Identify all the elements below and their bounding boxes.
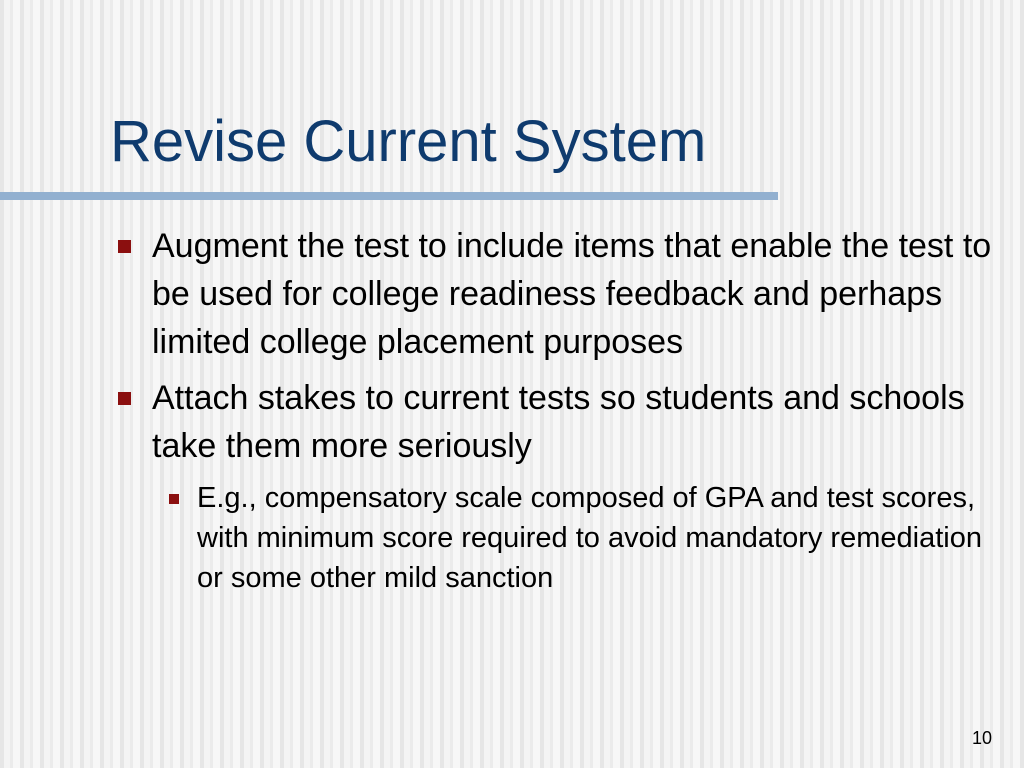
- slide-title: Revise Current System: [110, 109, 707, 174]
- bullet-item: [112, 374, 992, 598]
- sub-bullet-item: [152, 478, 992, 598]
- bullet-list: [112, 222, 992, 598]
- title-underline: [0, 192, 778, 200]
- bullet-item: [112, 222, 992, 366]
- bullet-text: Attach stakes to current tests so students and schools take them more seriously: [152, 379, 965, 465]
- bullet-text: Augment the test to include items that enable the test to be used for college readiness feedback and perhaps limited college placement purposes: [152, 227, 992, 361]
- sub-bullet-list: [152, 478, 992, 598]
- square-bullet-icon: [118, 240, 131, 253]
- slide-number: 10: [971, 728, 992, 748]
- square-bullet-icon: [169, 494, 179, 504]
- sub-bullet-text: E.g., compensatory scale composed of GPA and test scores, with minimum score required to avoid mandatory remediation or some other mild sanction: [197, 482, 982, 594]
- square-bullet-icon: [118, 392, 131, 405]
